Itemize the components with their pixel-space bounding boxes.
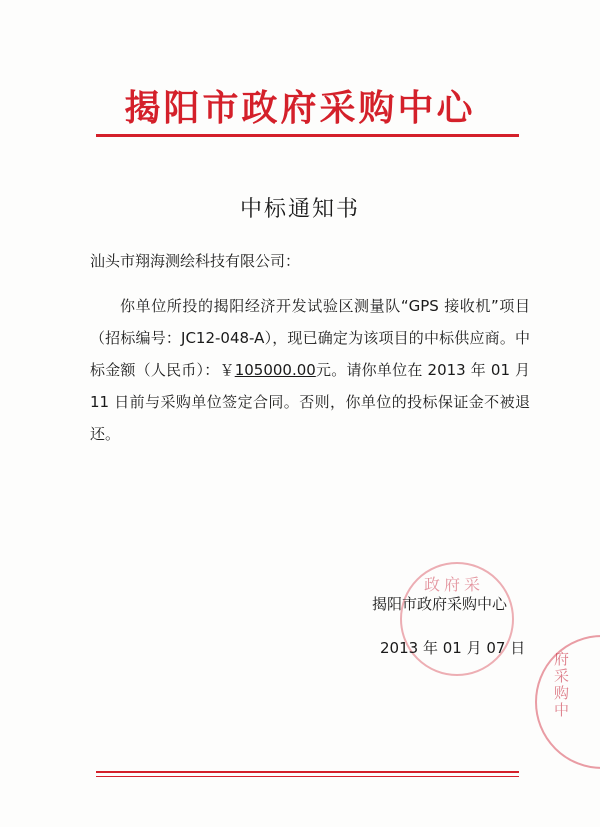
official-seal-partial: [535, 635, 600, 769]
seal-lettering-2: 府采购中: [552, 651, 570, 719]
addressee: 汕头市翔海测绘科技有限公司：: [90, 252, 301, 270]
body-text-2: 元。请你单位在 2013 年 01 月 11 日前与采购单位签定合同。否则，你单位的投标保证金不被退还。: [90, 361, 530, 443]
body-text-1: 你单位所投的揭阳经济开发试验区测量队“GPS 接收机”项目（招标编号：JC12-048-A），现已确定为该项目的中标供应商。中标金额（人民币）：￥: [90, 297, 530, 379]
letterhead-title: 揭阳市政府采购中心: [124, 87, 476, 129]
seal-lettering: 政府采: [424, 575, 485, 594]
award-amount: 105000.00: [234, 361, 316, 379]
official-seal: [400, 562, 514, 676]
signature-org: 揭阳市政府采购中心: [372, 595, 508, 613]
letterhead-rule: [96, 134, 519, 137]
document-title: 中标通知书: [239, 197, 360, 222]
body-paragraph: [90, 290, 530, 450]
footer-rule-thin: [96, 776, 519, 777]
signature-date: 2013 年 01 月 07 日: [380, 639, 526, 657]
footer-rule: [96, 771, 519, 773]
